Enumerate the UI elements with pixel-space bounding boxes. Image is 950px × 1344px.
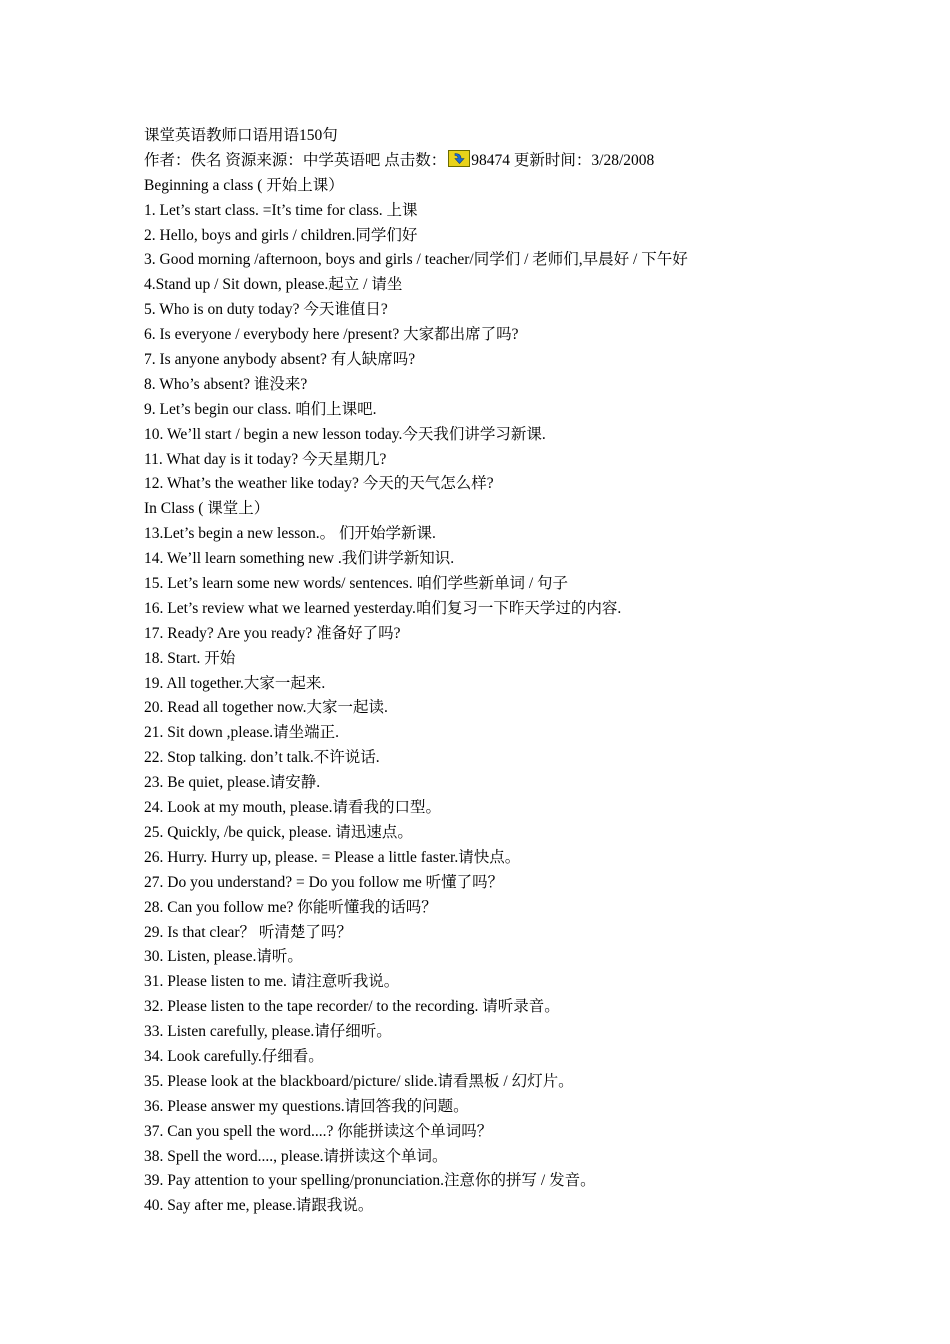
phrase-line: 20. Read all together now.大家一起读. — [144, 699, 388, 717]
phrase-line: 5. Who is on duty today? 今天谁值日? — [144, 301, 388, 319]
phrase-line: 25. Quickly, /be quick, please. 请迅速点。 — [144, 823, 413, 841]
section-heading: In Class ( 课堂上） — [144, 500, 270, 518]
phrase-line: 24. Look at my mouth, please.请看我的口型。 — [144, 799, 442, 817]
phrase-line: 3. Good morning /afternoon, boys and girls / teacher/同学们 / 老师们,早晨好 / 下午好 — [144, 251, 688, 269]
phrase-line: 26. Hurry. Hurry up, please. = Please a little faster.请快点。 — [144, 848, 521, 866]
phrase-line: 10. We’ll start / begin a new lesson today.今天我们讲学习新课. — [144, 425, 546, 443]
phrase-line: 39. Pay attention to your spelling/pronunciation.注意你的拼写 / 发音。 — [144, 1172, 596, 1190]
phrase-line: 33. Listen carefully, please.请仔细听。 — [144, 1023, 392, 1041]
phrase-list — [144, 174, 904, 1219]
phrase-line: 29. Is that clear？ 听清楚了吗？ — [144, 923, 352, 941]
phrase-line: 14. We’ll learn something new .我们讲学新知识. — [144, 550, 455, 568]
phrase-line: 2. Hello, boys and girls / children.同学们好 — [144, 226, 418, 244]
hit-counter-icon — [448, 150, 470, 167]
phrase-line: 15. Let’s learn some new words/ sentences. 咱们学些新单词 / 句子 — [144, 575, 569, 593]
phrase-line: 23. Be quiet, please.请安静. — [144, 774, 321, 792]
phrase-line: 9. Let’s begin our class. 咱们上课吧. — [144, 400, 377, 418]
document-page — [144, 124, 904, 1219]
phrase-line: 12. What’s the weather like today? 今天的天气怎么样? — [144, 475, 494, 493]
phrase-line: 7. Is anyone anybody absent? 有人缺席吗? — [144, 351, 416, 369]
phrase-line: 37. Can you spell the word....? 你能拼读这个单词吗？ — [144, 1122, 493, 1140]
phrase-line: 18. Start. 开始 — [144, 649, 236, 667]
phrase-line: 28. Can you follow me? 你能听懂我的话吗？ — [144, 898, 437, 916]
section-heading: Beginning a class ( 开始上课） — [144, 176, 344, 194]
phrase-line: 27. Do you understand? = Do you follow me 听懂了吗？ — [144, 873, 504, 891]
meta-author-source-label: 作者：佚名 资源来源：中学英语吧 点击数： — [144, 151, 447, 169]
meta-hit-count: 98474 — [471, 151, 511, 169]
phrase-line: 30. Listen, please.请听。 — [144, 948, 303, 966]
phrase-line: 22. Stop talking. don’t talk.不许说话. — [144, 749, 380, 767]
phrase-line: 13.Let’s begin a new lesson.。 们开始学新课. — [144, 525, 436, 543]
phrase-line: 21. Sit down ,please.请坐端正. — [144, 724, 340, 742]
phrase-line: 4.Stand up / Sit down, please.起立 / 请坐 — [144, 276, 403, 294]
meta-updated: 更新时间：3/28/2008 — [510, 151, 655, 169]
phrase-line: 17. Ready? Are you ready? 准备好了吗? — [144, 624, 401, 642]
phrase-line: 16. Let’s review what we learned yesterday.咱们复习一下昨天学过的内容. — [144, 599, 622, 617]
document-meta — [144, 149, 904, 174]
phrase-line: 40. Say after me, please.请跟我说。 — [144, 1197, 374, 1215]
phrase-line: 34. Look carefully.仔细看。 — [144, 1047, 324, 1065]
phrase-line: 6. Is everyone / everybody here /present? 大家都出席了吗? — [144, 326, 519, 344]
phrase-line: 31. Please listen to me. 请注意听我说。 — [144, 973, 400, 991]
phrase-line: 38. Spell the word...., please.请拼读这个单词。 — [144, 1147, 448, 1165]
phrase-line: 1. Let’s start class. =It’s time for class. 上课 — [144, 201, 418, 219]
phrase-line: 36. Please answer my questions.请回答我的问题。 — [144, 1097, 469, 1115]
document-title: 课堂英语教师口语用语150句 — [144, 127, 338, 144]
phrase-line: 35. Please look at the blackboard/picture/ slide.请看黑板 / 幻灯片。 — [144, 1072, 574, 1090]
phrase-line: 8. Who’s absent? 谁没来? — [144, 375, 308, 393]
phrase-line: 32. Please listen to the tape recorder/ to the recording. 请听录音。 — [144, 998, 560, 1016]
phrase-line: 11. What day is it today? 今天星期几? — [144, 450, 387, 468]
phrase-line: 19. All together.大家一起来. — [144, 674, 326, 692]
